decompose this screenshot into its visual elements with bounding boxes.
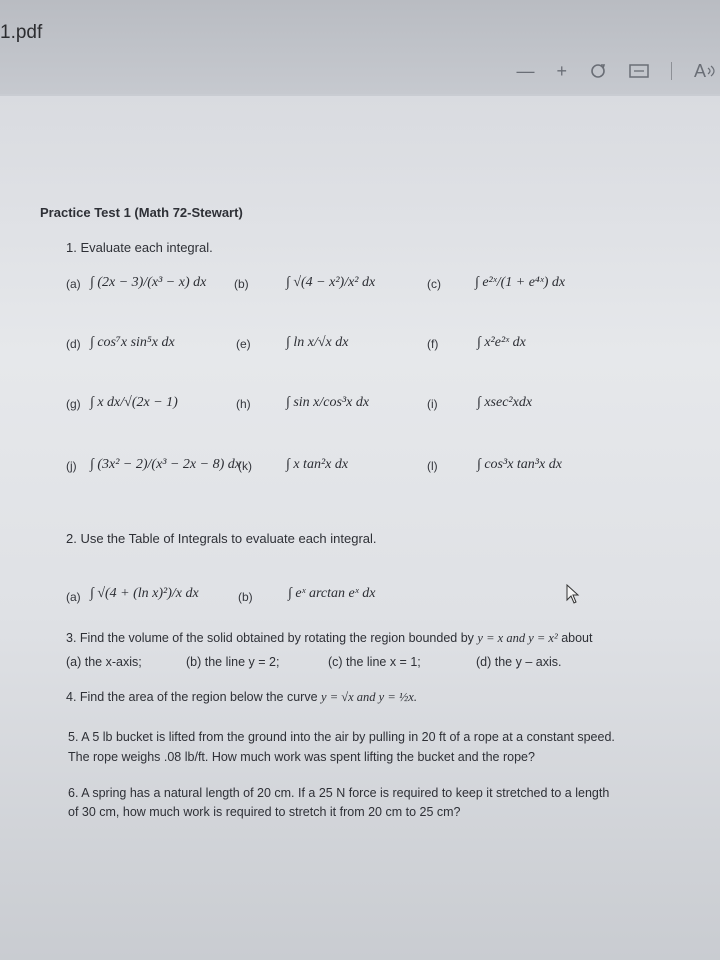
q1-item-h-label: (h) bbox=[236, 397, 251, 411]
q1-item-c-expression: ∫ e²ˣ/(1 + e⁴ˣ) dx bbox=[475, 275, 566, 290]
q2-item-b-expression: ∫ eˣ arctan eˣ dx bbox=[288, 586, 376, 601]
document-title: Practice Test 1 (Math 72-Stewart) bbox=[40, 205, 243, 220]
question-5-line-2: The rope weighs .08 lb/ft. How much work was spent lifting the bucket and the rope? bbox=[68, 750, 535, 764]
question-5-line-1: 5. A 5 lb bucket is lifted from the ground into the air by pulling in 20 ft of a rope at a constant speed. bbox=[68, 730, 615, 744]
q1-item-g-expression: ∫ x dx/√(2x − 1) bbox=[90, 395, 178, 410]
q1-item-i-expression: ∫ xsec²xdx bbox=[477, 395, 533, 410]
fit-page-icon bbox=[629, 63, 649, 79]
question-4 bbox=[66, 690, 417, 705]
q2-item-a-expression: ∫ √(4 + (ln x)²)/x dx bbox=[90, 586, 199, 601]
zoom-out-button[interactable]: — bbox=[516, 60, 535, 81]
question-3 bbox=[66, 631, 592, 646]
q1-item-b-label: (b) bbox=[234, 277, 249, 291]
rotate-button[interactable] bbox=[589, 62, 607, 80]
question-6-line-1: 6. A spring has a natural length of 20 cm. If a 25 N force is required to keep it stretched to a length bbox=[68, 786, 610, 800]
q1-item-a-expression: ∫ (2x − 3)/(x³ − x) dx bbox=[90, 275, 207, 290]
question-1-heading: 1. Evaluate each integral. bbox=[66, 240, 213, 255]
q2-item-a-label: (a) bbox=[66, 590, 81, 604]
q1-item-d-label: (d) bbox=[66, 337, 81, 351]
q1-item-g-label: (g) bbox=[66, 397, 81, 411]
q2-item-b-label: (b) bbox=[238, 590, 253, 604]
fit-page-button[interactable] bbox=[629, 63, 649, 79]
q1-item-j-label: (j) bbox=[66, 459, 77, 473]
q1-item-f-expression: ∫ x²e²ˣ dx bbox=[477, 335, 526, 350]
q1-item-i-label: (i) bbox=[427, 397, 438, 411]
q1-item-b-expression: ∫ √(4 − x²)/x² dx bbox=[286, 275, 376, 290]
viewer-toolbar bbox=[516, 58, 720, 84]
toolbar-divider bbox=[671, 62, 672, 80]
q3-part-a: (a) the x-axis; bbox=[66, 655, 142, 669]
q1-item-e-expression: ∫ ln x/√x dx bbox=[286, 335, 349, 350]
viewer-title-bar bbox=[0, 0, 720, 94]
read-aloud-button[interactable] bbox=[694, 61, 716, 82]
read-aloud-label: A bbox=[693, 60, 706, 81]
question-4-curves: y = √x and y = ½x. bbox=[321, 690, 417, 704]
q3-part-c: (c) the line x = 1; bbox=[328, 655, 421, 669]
q1-item-l-expression: ∫ cos³x tan³x dx bbox=[477, 457, 562, 472]
q3-part-d: (d) the y – axis. bbox=[476, 655, 562, 669]
question-3-text: 3. Find the volume of the solid obtained by rotating the region bounded by bbox=[66, 631, 474, 645]
rotate-icon bbox=[589, 62, 607, 80]
q3-part-b: (b) the line y = 2; bbox=[186, 655, 280, 669]
zoom-in-button[interactable]: + bbox=[556, 60, 567, 81]
q1-item-e-label: (e) bbox=[236, 337, 251, 351]
pdf-page bbox=[0, 96, 720, 960]
document-filename: 1.pdf bbox=[0, 22, 43, 43]
q1-item-k-expression: ∫ x tan²x dx bbox=[286, 457, 349, 472]
q1-item-j-expression: ∫ (3x² − 2)/(x³ − 2x − 8) dx bbox=[90, 457, 241, 472]
question-3-curves: y = x and y = x² bbox=[477, 631, 558, 645]
q1-item-a-label: (a) bbox=[66, 277, 81, 291]
question-6-line-2: of 30 cm, how much work is required to stretch it from 20 cm to 25 cm? bbox=[68, 805, 461, 819]
q1-item-k-label: (k) bbox=[238, 459, 252, 473]
q1-item-c-label: (c) bbox=[427, 277, 441, 291]
speaker-icon bbox=[706, 64, 716, 78]
q1-item-f-label: (f) bbox=[427, 337, 439, 351]
question-2-heading: 2. Use the Table of Integrals to evaluate each integral. bbox=[66, 531, 377, 546]
question-3-about: about bbox=[561, 631, 593, 645]
q1-item-d-expression: ∫ cos⁷x sin⁵x dx bbox=[90, 335, 175, 350]
question-4-text: 4. Find the area of the region below the curve bbox=[66, 690, 318, 704]
mouse-cursor-icon bbox=[566, 584, 580, 604]
q1-item-h-expression: ∫ sin x/cos³x dx bbox=[286, 395, 370, 410]
q1-item-l-label: (l) bbox=[427, 459, 438, 473]
